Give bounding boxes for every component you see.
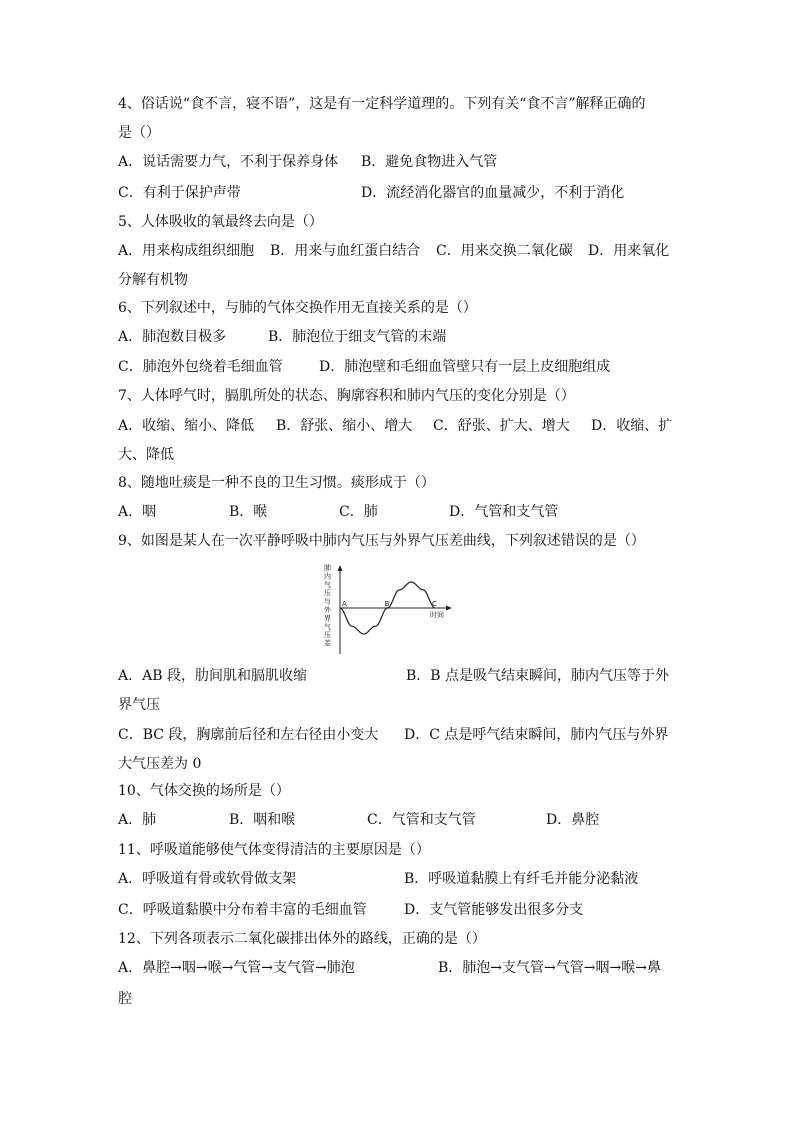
y-axis-label-char: 外	[324, 606, 331, 614]
x-axis-label: 时间	[430, 611, 444, 619]
q8-option-a: A．咽	[118, 504, 157, 520]
q4-option-a: A．说话需要力气，不利于保养身体	[118, 154, 339, 170]
q9-option-b: B．B 点是吸气结束瞬间，肺内气压等于外	[406, 668, 670, 684]
q10-option-a: A．肺	[118, 812, 157, 828]
q11-stem: 11、呼吸道能够使气体变得清洁的主要原因是（）	[118, 842, 430, 858]
q4-option-c: C．有利于保护声带	[118, 185, 241, 201]
q7-stem: 7、人体呼气时，膈肌所处的状态、胸廓容积和肺内气压的变化分别是（）	[118, 388, 575, 404]
point-label-a: A	[342, 600, 347, 608]
q8-option-c: C．肺	[339, 504, 378, 520]
y-axis-label-char: 与	[324, 597, 331, 606]
point-label-b: B	[384, 600, 390, 608]
q12-option-b-cont: 腔	[118, 991, 132, 1007]
q7-option-a: A．收缩、缩小、降低	[118, 418, 255, 434]
q7-option-b: B．舒张、缩小、增大	[276, 418, 413, 434]
point-label-c: C	[432, 600, 437, 608]
q5-stem: 5、人体吸收的氧最终去向是（）	[118, 214, 323, 230]
q11-option-c: C．呼吸道黏膜中分布着丰富的毛细血管	[118, 902, 367, 918]
y-axis-label-char: 气	[324, 580, 331, 589]
q9-option-c: C．BC 段，胸廓前后径和左右径由小变大	[118, 727, 379, 743]
q4-stem-line2: 是（）	[118, 125, 160, 141]
q8-stem: 8、随地吐痰是一种不良的卫生习惯。痰形成于（）	[118, 475, 435, 491]
q5-option-d: D．用来氧化	[588, 243, 670, 259]
q5-option-b: B．用来与血红蛋白结合	[270, 243, 421, 259]
q6-option-b: B．肺泡位于细支气管的末端	[268, 329, 447, 345]
q7-option-d-cont: 大、降低	[118, 447, 174, 463]
q9-stem: 9、如图是某人在一次平静呼吸中肺内气压与外界气压差曲线，下列叙述错误的是（）	[118, 533, 645, 549]
q6-option-a: A．肺泡数目极多	[118, 329, 227, 345]
y-axis-label-char: 气	[324, 622, 331, 631]
q4-option-b: B．避免食物进入气管	[361, 154, 498, 170]
q9-option-d: D．C 点是呼气结束瞬间，肺内气压与外界	[404, 727, 669, 743]
y-axis-arrow-icon	[338, 565, 343, 571]
y-axis-label-char: 内	[324, 572, 331, 581]
q12-option-b: B．肺泡→支气管→气管→咽→喉→鼻	[438, 960, 661, 976]
x-axis-arrow-icon	[446, 606, 452, 611]
q11-option-b: B．呼吸道黏膜上有纤毛并能分泌黏液	[404, 871, 639, 887]
q5-option-c: C．用来交换二氧化碳	[436, 243, 573, 259]
y-axis-label-char: 肺	[324, 564, 331, 572]
q7-option-c: C．舒张、扩大、增大	[433, 418, 570, 434]
q5-option-d-cont: 分解有机物	[118, 272, 188, 288]
q5-option-a: A．用来构成组织细胞	[118, 243, 255, 259]
chart-svg	[318, 562, 458, 657]
q9-option-a: A．AB 段，肋间肌和膈肌收缩	[118, 668, 307, 684]
q6-option-c: C．肺泡外包绕着毛细血管	[118, 359, 283, 375]
q6-option-d: D．肺泡壁和毛细血管壁只有一层上皮细胞组成	[319, 359, 611, 375]
q12-option-a: A．鼻腔→咽→喉→气管→支气管→肺泡	[118, 960, 355, 976]
y-axis-label-char: 差	[324, 639, 331, 648]
q10-stem: 10、气体交换的场所是（）	[118, 783, 290, 799]
q7-option-d: D．收缩、扩	[591, 418, 673, 434]
q4-option-d: D．流经消化器官的血量减少，不利于消化	[361, 185, 625, 201]
q10-option-b: B．咽和喉	[229, 812, 296, 828]
q9-option-d-cont: 大气压差为 0	[118, 756, 202, 772]
q6-stem: 6、下列叙述中，与肺的气体交换作用无直接关系的是（）	[118, 300, 477, 316]
y-axis-label	[324, 563, 332, 648]
q11-option-a: A．呼吸道有骨或软骨做支架	[118, 871, 297, 887]
q10-option-c: C．气管和支气管	[367, 812, 476, 828]
q8-option-b: B．喉	[229, 504, 268, 520]
pressure-difference-chart	[318, 562, 458, 657]
q11-option-d: D．支气管能够发出很多分支	[404, 902, 584, 918]
q10-option-d: D．鼻腔	[546, 812, 600, 828]
q9-option-b-cont: 界气压	[118, 697, 160, 713]
y-axis-label-char: 压	[324, 631, 331, 640]
q4-stem-line1: 4、俗话说“食不言，寝不语”，这是有一定科学道理的。下列有关“食不言”解释正确的	[118, 96, 646, 112]
y-axis-label-char: 界	[324, 614, 331, 623]
q12-stem: 12、下列各项表示二氧化碳排出体外的路线，正确的是（）	[118, 931, 486, 947]
q8-option-d: D．气管和支气管	[449, 504, 559, 520]
y-axis-label-char: 压	[324, 589, 331, 598]
